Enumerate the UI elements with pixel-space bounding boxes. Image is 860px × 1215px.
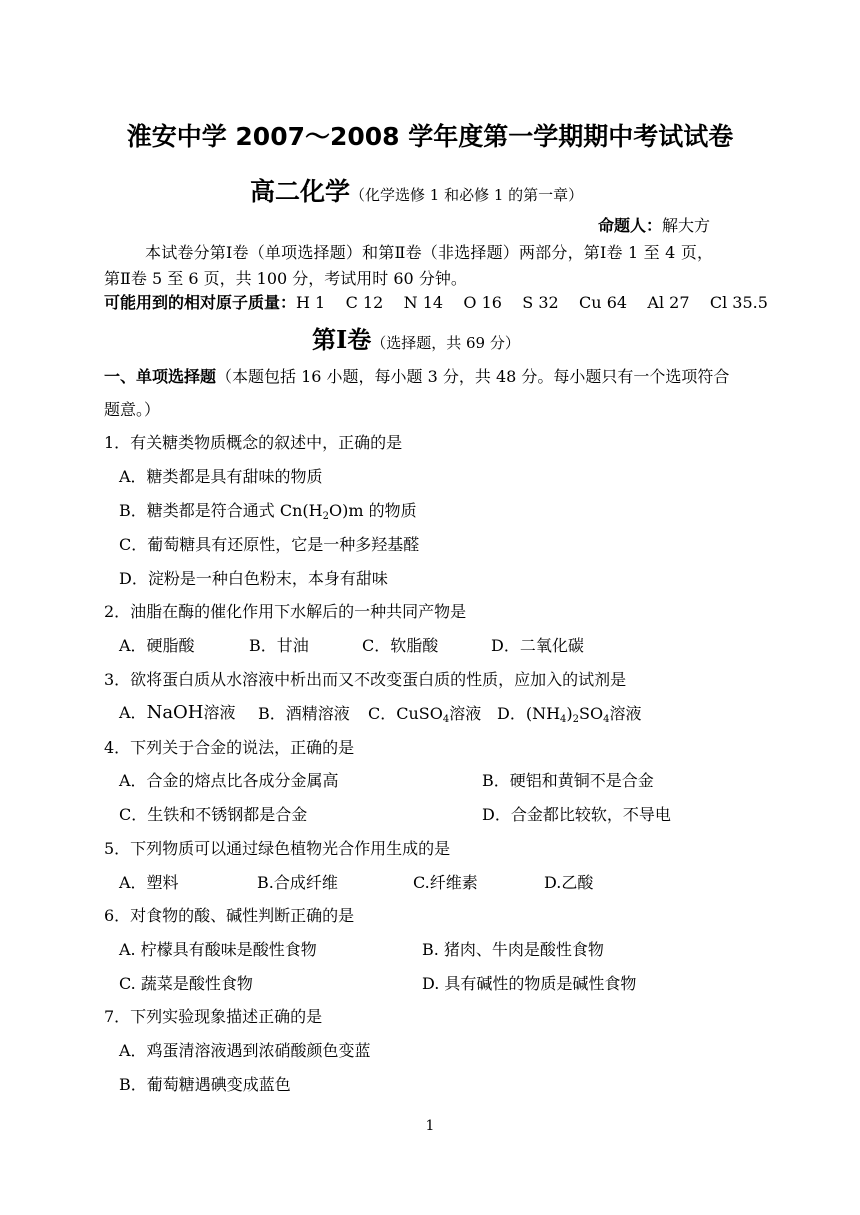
q3-option-c-post: 溶液 — [449, 704, 482, 723]
q2-option-a: A．硬脂酸 — [119, 636, 195, 655]
q3-stem: 3．欲将蛋白质从水溶液中析出而又不改变蛋白质的性质，应加入的试剂是 — [104, 670, 627, 689]
author-line — [598, 213, 710, 236]
intro-line-2: 第Ⅱ卷 5 至 6 页，共 100 分，考试用时 60 分钟。 — [104, 269, 467, 288]
q7-option-b: B．葡萄糖遇碘变成蓝色 — [119, 1075, 291, 1094]
q3-option-c-sub: 4 — [442, 714, 450, 725]
q5-option-a: A．塑料 — [119, 873, 179, 892]
q3-option-d-sub1: 4 — [560, 714, 567, 725]
q4-option-d: D．合金都比较软，不导电 — [482, 805, 671, 824]
page-number: 1 — [425, 1118, 435, 1134]
q7-option-a: A．鸡蛋清溶液遇到浓硝酸颜色变蓝 — [119, 1041, 371, 1060]
q3-option-c-pre: C．CuSO — [368, 704, 443, 723]
part-1-desc: （本题包括 16 小题，每小题 3 分，共 48 分。每小题只有一个选项符合 — [216, 367, 730, 386]
subject-line — [250, 172, 583, 208]
part-1-title: 一、单项选择题 — [104, 367, 217, 386]
q7-stem: 7．下列实验现象描述正确的是 — [104, 1007, 323, 1026]
part-1-desc-cont: 题意。） — [104, 400, 161, 419]
q4-option-b: B．硬铝和黄铜不是合金 — [482, 771, 654, 790]
q1-option-a: A．糖类都是具有甜味的物质 — [119, 467, 323, 486]
q3-option-a-post: 溶液 — [203, 703, 236, 722]
q6-option-a: A. 柠檬具有酸味是酸性食物 — [119, 940, 317, 959]
atomic-masses-label: 可能用到的相对原子质量： — [104, 293, 297, 312]
q6-option-b: B. 猪肉、牛肉是酸性食物 — [422, 940, 604, 959]
q1-stem: 1．有关糖类物质概念的叙述中，正确的是 — [104, 433, 403, 452]
q5-option-d: D.乙酸 — [544, 873, 594, 892]
part-1-heading — [104, 364, 729, 387]
q1-option-b-pre: B．糖类都是符合通式 Cn(H — [119, 501, 323, 520]
q5-stem: 5．下列物质可以通过绿色植物光合作用生成的是 — [104, 839, 451, 858]
q6-option-d: D. 具有碱性的物质是碱性食物 — [422, 974, 637, 993]
q6-option-c: C. 蔬菜是酸性食物 — [119, 974, 253, 993]
q3-option-d-mid: ) — [566, 704, 573, 723]
q1-option-d: D．淀粉是一种白色粉末，本身有甜味 — [119, 569, 388, 588]
q1-option-b-post: O)m 的物质 — [328, 501, 417, 520]
q4-option-a: A．合金的熔点比各成分金属高 — [119, 771, 339, 790]
author-label: 命题人： — [598, 216, 663, 235]
q3-option-a — [119, 700, 236, 723]
atomic-masses — [104, 290, 768, 313]
intro-line-1: 本试卷分第Ⅰ卷（单项选择题）和第Ⅱ卷（非选择题）两部分，第Ⅰ卷 1 至 4 页， — [145, 243, 714, 262]
exam-title: 淮安中学 2007～2008 学年度第一学期期中考试试卷 — [126, 122, 734, 151]
q3-option-b: B．酒精溶液 — [258, 704, 350, 723]
q5-option-b: B.合成纤维 — [257, 873, 338, 892]
q2-option-d: D．二氧化碳 — [491, 636, 584, 655]
section-1-note: （选择题，共 69 分） — [371, 334, 520, 352]
subject-title: 高二化学 — [250, 177, 351, 206]
section-1-title: 第Ⅰ卷 — [312, 325, 372, 354]
q2-option-b: B．甘油 — [249, 636, 309, 655]
q3-option-c — [368, 701, 481, 724]
q3-option-d-sub2: 2 — [572, 714, 580, 725]
atomic-masses-values: H 1 C 12 N 14 O 16 S 32 Cu 64 Al 27 Cl 35.5 — [296, 293, 768, 312]
section-1-heading — [312, 320, 520, 355]
q3-option-d-post: 溶液 — [609, 704, 642, 723]
q3-option-a-formula: NaOH — [146, 702, 204, 723]
q3-option-a-pre: A． — [119, 703, 147, 722]
subject-note: （化学选修 1 和必修 1 的第一章） — [350, 186, 584, 204]
q1-option-b-sub: 2 — [322, 511, 329, 522]
q1-option-b — [119, 498, 417, 521]
q3-option-d-pre: D．(NH — [497, 704, 561, 723]
q4-stem: 4．下列关于合金的说法，正确的是 — [104, 738, 355, 757]
q4-option-c: C．生铁和不锈钢都是合金 — [119, 805, 308, 824]
q5-option-c: C.纤维素 — [413, 873, 478, 892]
q3-option-d-sub3: 4 — [603, 714, 610, 725]
q3-option-d-mid2: SO — [579, 704, 604, 723]
q3-option-d — [497, 701, 642, 724]
author-name: 解大方 — [662, 216, 711, 235]
q1-option-c: C．葡萄糖具有还原性，它是一种多羟基醛 — [119, 535, 420, 554]
q2-option-c: C．软脂酸 — [362, 636, 439, 655]
q2-stem: 2．油脂在酶的催化作用下水解后的一种共同产物是 — [104, 602, 467, 621]
q6-stem: 6．对食物的酸、碱性判断正确的是 — [104, 906, 355, 925]
